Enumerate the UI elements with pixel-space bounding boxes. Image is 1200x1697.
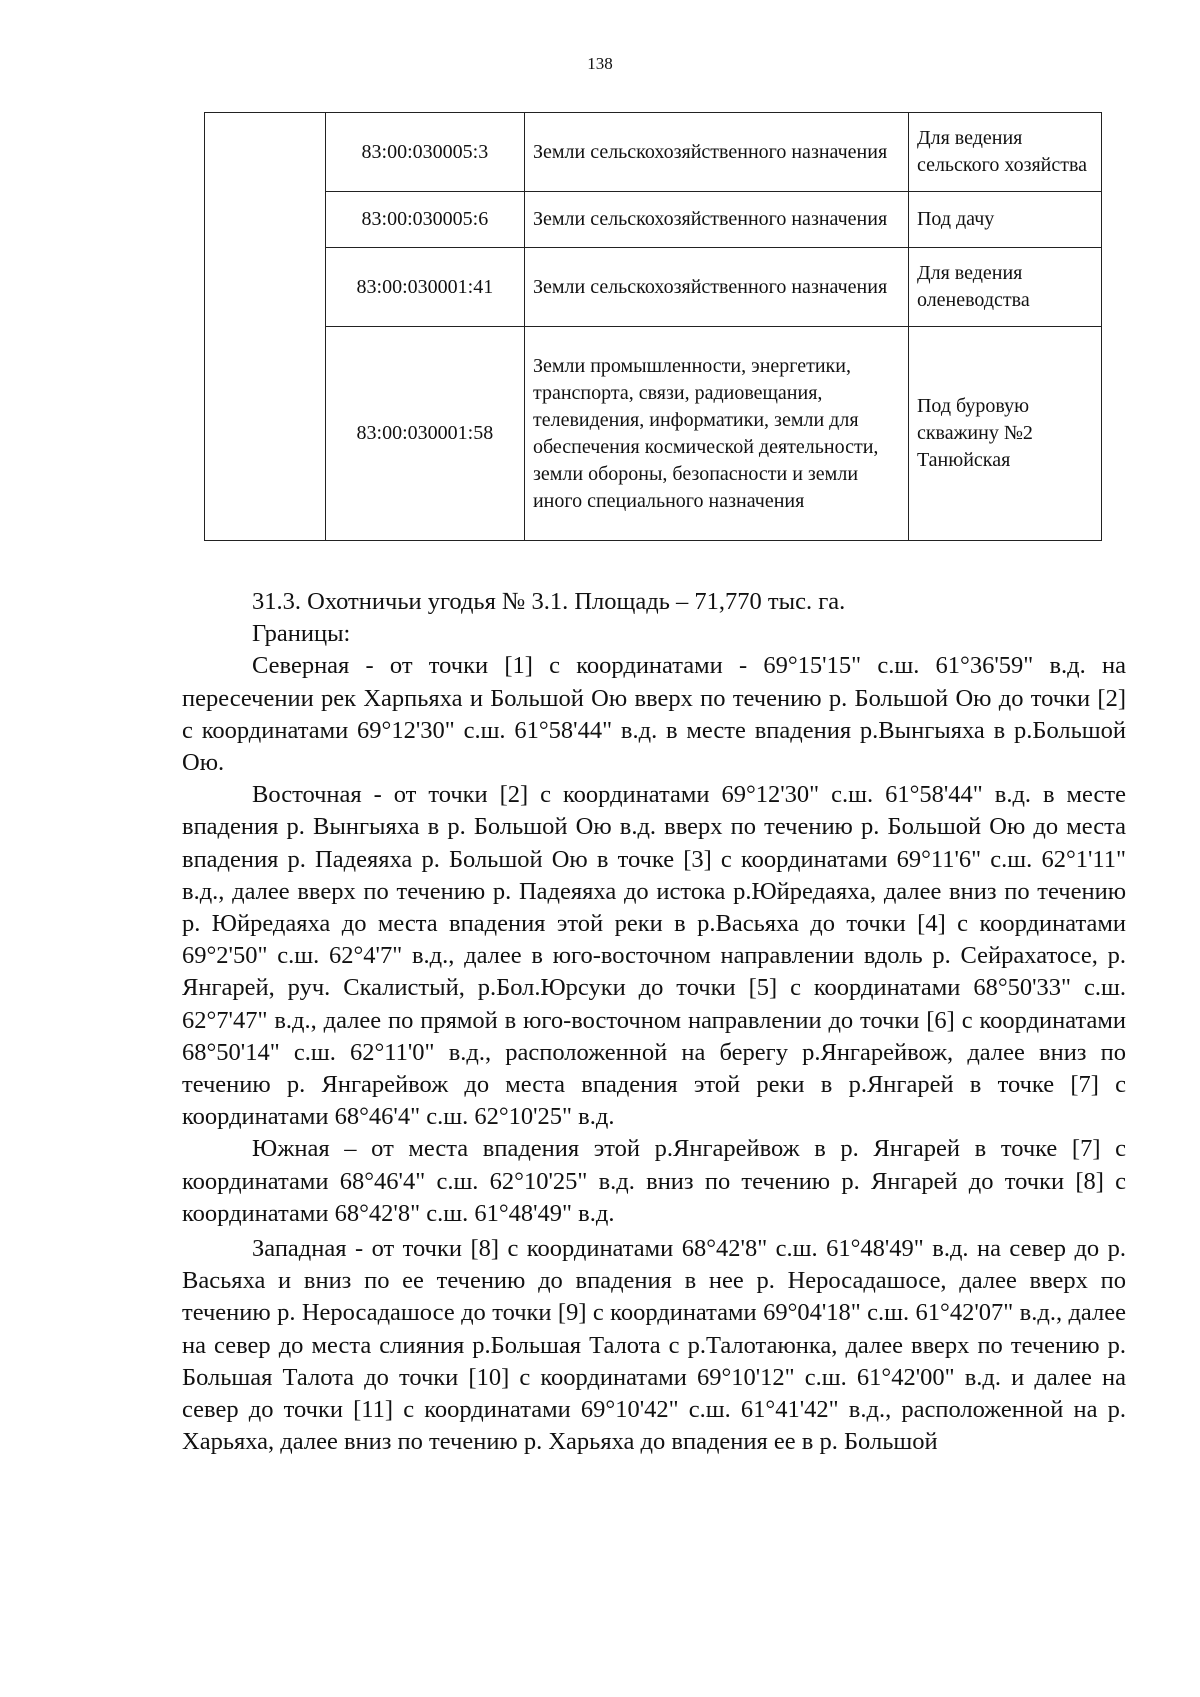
table-row bbox=[205, 192, 1102, 248]
land-purpose: Под дачу bbox=[908, 192, 1101, 248]
land-category: Земли сельскохозяйственного назначения bbox=[524, 113, 908, 192]
table-row bbox=[205, 248, 1102, 327]
land-purpose: Для ведения оленеводства bbox=[908, 248, 1101, 327]
land-category: Земли сельскохозяйственного назначения bbox=[524, 248, 908, 327]
land-category: Земли сельскохозяйственного назначения bbox=[524, 192, 908, 248]
cadastral-number: 83:00:030005:3 bbox=[325, 113, 524, 192]
cadastral-number: 83:00:030001:41 bbox=[325, 248, 524, 327]
table-row bbox=[205, 327, 1102, 541]
cadastral-number: 83:00:030005:6 bbox=[325, 192, 524, 248]
section-heading: 31.3. Охотничьи угодья № 3.1. Площадь – 71,770 тыс. га. bbox=[252, 588, 846, 615]
boundary-west: Западная - от точки [8] с координатами 68°42'8" с.ш. 61°48'49" в.д. на север до р. Васьяха и вниз по ее течению до впадения в нее р. Неросадашосе, далее вверх по течению р. Неросадашосе до точки [9] с координатами 69°04'18" с.ш. 61°42'07" в.д., далее на север до места слияния р.Большая Талота с р.Талотаюнка, далее вверх по течению р. Большая Талота до точки [10] с координатами 69°10'12" с.ш. 61°42'00" в.д. и далее на север до точки [11] с координатами 69°10'42" с.ш. 61°41'42" в.д., расположенной на р. Харьяха, далее вниз по течению р. Харьяха до впадения ее в р. Большой bbox=[182, 1235, 1126, 1456]
page-number: 138 bbox=[587, 54, 613, 73]
table-row bbox=[205, 113, 1102, 192]
boundary-east: Восточная - от точки [2] с координатами 69°12'30" с.ш. 61°58'44" в.д. в месте впадения р. Вынгыяха в р. Большой Ою в.д. вверх по течению р. Большой Ою до места впадения р. Падеяяха р. Большой Ою в точке [3] с координатами 69°11'6" с.ш. 62°1'11" в.д., далее вверх по течению р. Падеяяха до истока р.Юйредаяха, далее вниз по течению р. Юйредаяха до места впадения этой реки в р.Васьяха до точки [4] с координатами 69°2'50" с.ш. 62°4'7" в.д., далее в юго-восточном направлении вдоль р. Сейрахатосе, р. Янгарей, руч. Скалистый, р.Бол.Юрсуки до точки [5] с координатами 68°50'33" с.ш. 62°7'47" в.д., далее по прямой в юго-восточном направлении до точки [6] с координатами 68°50'14" с.ш. 62°11'0" в.д., расположенной на берегу р.Янгарейвож, далее вниз по течению р. Янгарейвож до места впадения этой реки в р.Янгарей в точке [7] с координатами 68°46'4" с.ш. 62°10'25" в.д. bbox=[182, 781, 1126, 1131]
land-purpose: Под буровую скважину №2 Танюйская bbox=[908, 327, 1101, 541]
document-body bbox=[182, 586, 1126, 1458]
land-plots-table bbox=[204, 112, 1102, 541]
land-category: Земли промышленности, энергетики, транспорта, связи, радиовещания, телевидения, информатики, земли для обеспечения космической деятельности, земли обороны, безопасности и земли иного специального назначения bbox=[524, 327, 908, 541]
boundary-north: Северная - от точки [1] с координатами - 69°15'15" с.ш. 61°36'59" в.д. на пересечении рек Харпьяха и Большой Ою вверх по течению р. Большой Ою до точки [2] с координатами 69°12'30" с.ш. 61°58'44" в.д. в месте впадения р.Вынгыяха в р.Большой Ою. bbox=[182, 652, 1126, 777]
land-purpose: Для ведения сельского хозяйства bbox=[908, 113, 1101, 192]
boundary-south: Южная – от места впадения этой р.Янгарейвож в р. Янгарей в точке [7] с координатами 68°46'4" с.ш. 62°10'25" в.д. вниз по течению р. Янгарей до точки [8] с координатами 68°42'8" с.ш. 61°48'49" в.д. bbox=[182, 1135, 1126, 1227]
cadastral-number: 83:00:030001:58 bbox=[325, 327, 524, 541]
table-blank-cell bbox=[205, 113, 326, 541]
boundaries-label: Границы: bbox=[252, 620, 351, 648]
